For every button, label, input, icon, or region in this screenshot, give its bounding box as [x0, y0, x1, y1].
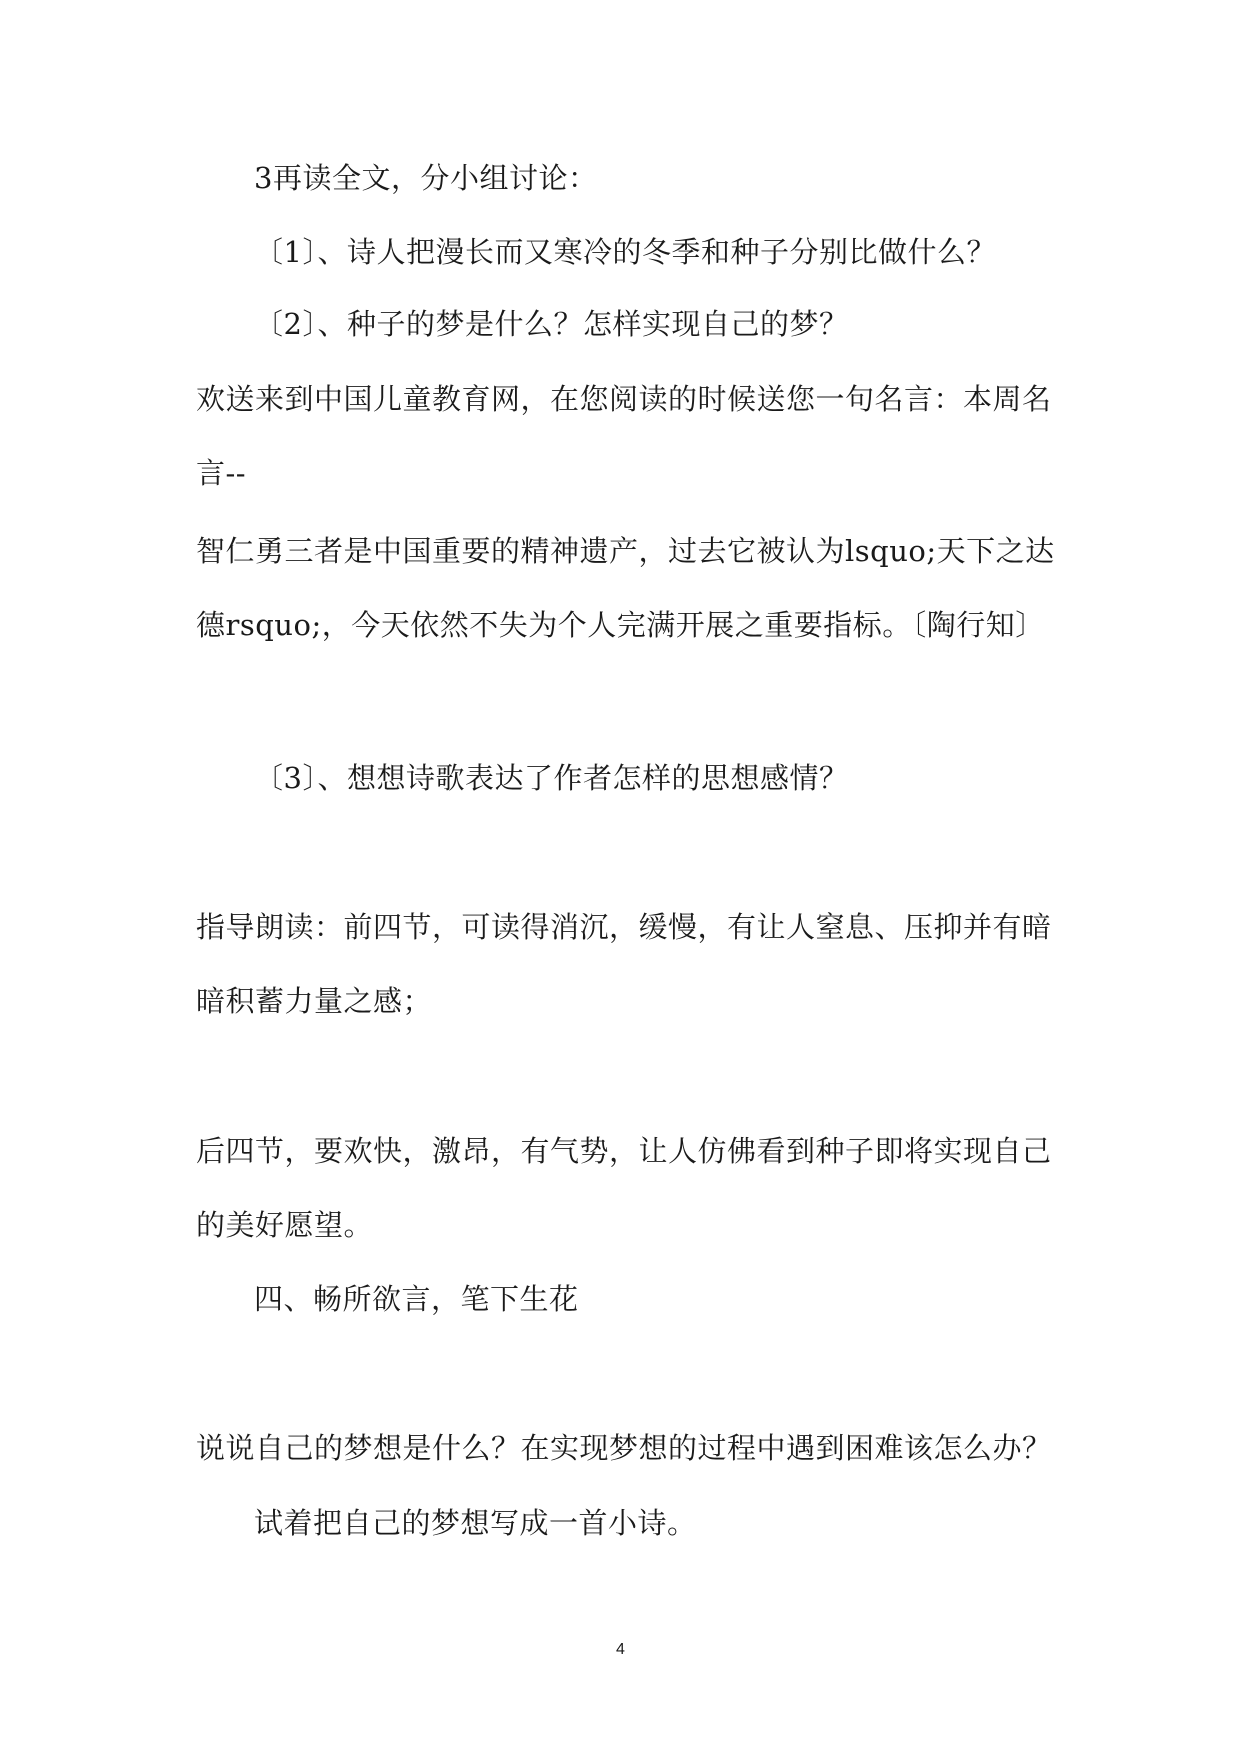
reading-guide-line-4: 的美好愿望。 [196, 1208, 374, 1242]
question-1: 〔1〕、诗人把漫长而又寒冷的冬季和种子分别比做什么？ [254, 235, 996, 269]
reading-guide-line-3: 后四节，要欢快，激昂，有气势，让人仿佛看到种子即将实现自己 [196, 1134, 1052, 1168]
page-number: 4 [616, 1641, 625, 1658]
quote-intro-line-2: 言-- [196, 456, 247, 490]
writing-task: 试着把自己的梦想写成一首小诗。 [254, 1506, 697, 1540]
question-2: 〔2〕、种子的梦是什么？怎样实现自己的梦？ [254, 307, 849, 341]
section-4-heading: 四、畅所欲言，笔下生花 [254, 1282, 579, 1316]
reading-guide-line-2: 暗积蓄力量之感； [196, 984, 433, 1018]
quote-intro-line-1: 欢送来到中国儿童教育网，在您阅读的时候送您一句名言：本周名 [196, 382, 1052, 416]
reading-guide-line-1: 指导朗读：前四节，可读得消沉，缓慢，有让人窒息、压抑并有暗 [196, 910, 1052, 944]
question-3: 〔3〕、想想诗歌表达了作者怎样的思想感情？ [254, 761, 849, 795]
quote-line-2: 德rsquo;，今天依然不失为个人完满开展之重要指标。〔陶行知〕 [196, 608, 1045, 642]
quote-line-1: 智仁勇三者是中国重要的精神遗产，过去它被认为lsquo;天下之达 [196, 534, 1055, 568]
step-3-heading: 3再读全文，分小组讨论： [254, 161, 598, 195]
discussion-prompt: 说说自己的梦想是什么？在实现梦想的过程中遇到困难该怎么办？ [196, 1431, 1052, 1465]
